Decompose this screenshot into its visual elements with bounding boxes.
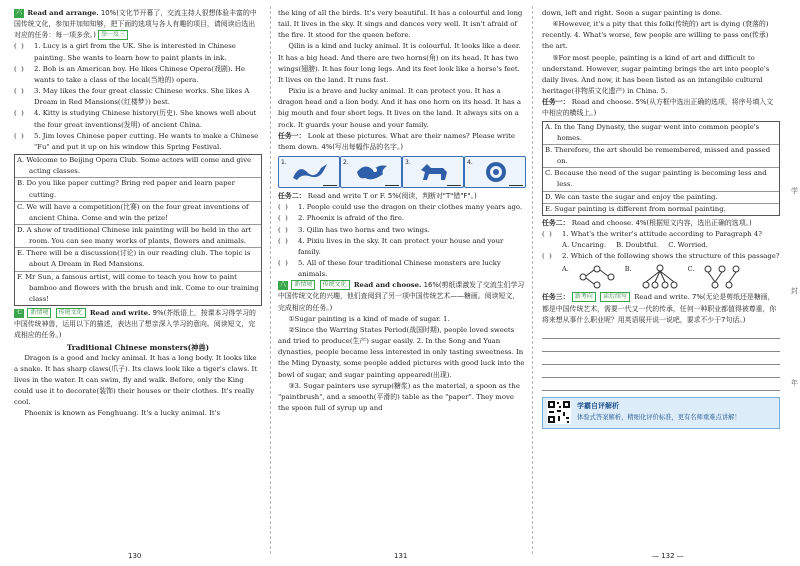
option-item: D. A show of traditional Chinese ink painting will be held in the art room. You can see many works of plants, flowers and animals.	[15, 225, 261, 248]
passage-paragraph: down, left and right. Soon a sugar painting is done.	[542, 9, 723, 17]
monster-pictures	[278, 156, 526, 188]
page-number: 130	[128, 552, 142, 560]
page-number: 131	[394, 552, 408, 560]
arrange-questions	[14, 41, 262, 153]
question-text: 2. Phoenix is afraid of the fire.	[298, 214, 405, 223]
question-text: 4. Kitty is studying Chinese history(历史). She knows well about the four great inventions(发明) of ancient China.	[34, 109, 257, 129]
picture-4	[464, 156, 526, 188]
mc-question-1	[542, 229, 780, 240]
picture-number: 1.	[281, 159, 287, 167]
section-instruction: 10%(文化节开幕了，交流主持人很想体验丰富的中国传统文化，参加并加知知够，把下面的选项与各人有趣的项目，请阅读后选出对应的任务：每一项多余。)	[14, 9, 257, 40]
new-direction-badge: 新考向	[572, 292, 596, 302]
story-title: Traditional Chinese monsters(神兽)	[66, 342, 210, 352]
section-7-header	[14, 308, 262, 341]
task-2-header	[278, 191, 526, 202]
tf-question	[278, 258, 526, 280]
task-score: 5%(阅读，判断对"T"错"F"。)	[387, 192, 477, 201]
answer-bracket[interactable]: ( )	[14, 109, 24, 118]
option-item: E. Sugar painting is different from normal painting.	[545, 204, 726, 213]
question-text: 5. All of these four traditional Chinese monsters are lucky animals.	[298, 258, 501, 279]
story-paragraph: Phoenix is known as Fenghuang. It's a lucky animal. It's	[24, 409, 221, 418]
question-text: 3. Qilin has two horns and two wings.	[298, 225, 430, 234]
writing-line[interactable]	[542, 352, 780, 365]
answer-bracket[interactable]: ( )	[542, 252, 552, 261]
task-label: 任务二：	[542, 218, 570, 227]
question-text: 1. Lucy is a girl from the UK. She is interested in Chinese painting. She wants to learn how to paint plants in ink.	[34, 42, 236, 62]
writing-line[interactable]	[542, 339, 780, 352]
binding-mark: 年	[791, 379, 798, 387]
option-item: E. There will be a discussion(讨论) in our reading club. The topic is about A Dream in Red Mansions.	[15, 248, 261, 271]
question-text: 3. May likes the four great classic Chinese works. She likes A Dream in Red Mansions(《红楼梦》) best.	[34, 87, 250, 107]
task-1-header	[542, 97, 780, 119]
paragraph-text: Sugar painting is a kind of made of sugar. 1.	[294, 314, 450, 323]
task-3-header	[542, 292, 780, 325]
question-text: 5. Jim loves Chinese paper cutting. He wants to make a Chinese "Fu" and put it up on his window this Spring Festival.	[34, 131, 259, 151]
paragraph-number: ②	[288, 325, 295, 334]
arrange-question	[14, 108, 262, 130]
page1-content	[14, 8, 262, 420]
binding-mark: 封	[791, 287, 798, 295]
mc-question-2	[542, 251, 780, 262]
option-item: C. Because the need of the sugar painting is becoming less and less.	[543, 168, 779, 191]
passage-paragraph: ⑤For most people, painting is a kind of art and difficult to understand. However, sugar painting brings the art into people's daily lives. And now, it has been listed as an intangible cultural heritage(非物质文化遗产) in China. 5.	[542, 53, 770, 96]
task-2-header	[542, 218, 780, 229]
passage-paragraph	[278, 314, 526, 325]
sugar-painting-passage	[278, 314, 526, 414]
question-text: 2. Which of the following shows the structure of this passage?	[562, 252, 780, 261]
structure-diagram-a	[577, 264, 617, 290]
answer-bracket[interactable]: ( )	[278, 236, 288, 245]
task-score: 5%(从方框中选出正确的选项，将序号填入文中相应的横线上。)	[542, 98, 774, 118]
writing-line[interactable]	[542, 326, 780, 339]
binding-mark: 学	[791, 187, 798, 195]
option-a[interactable]: A.	[562, 265, 569, 274]
tf-question	[278, 213, 526, 224]
writing-line[interactable]	[542, 378, 780, 391]
arrange-question	[14, 41, 262, 63]
continuation-badge: 读后续写	[600, 292, 630, 302]
structure-diagram-c	[702, 264, 742, 290]
task-label: 任务二：	[278, 192, 306, 201]
option-item: F. Mr Sun, a famous artist, will come to teach you how to paint bamboo and flowers with the brush and ink. Come to our training class!	[17, 272, 259, 303]
structure-diagrams	[542, 264, 780, 290]
picture-2	[340, 156, 402, 188]
task-score: 4%(写出每幅作品的名字。)	[321, 142, 404, 151]
task-text: Read and write T or F.	[307, 192, 386, 201]
page-132	[532, 0, 800, 566]
writing-area[interactable]	[542, 326, 780, 391]
tf-question	[278, 225, 526, 236]
answer-bracket[interactable]: ( )	[14, 87, 24, 96]
answer-bracket[interactable]: ( )	[278, 258, 288, 267]
task-1-header	[278, 131, 526, 153]
arrange-question	[14, 131, 262, 153]
answer-line[interactable]	[447, 185, 461, 186]
task-label: 任务一：	[542, 98, 570, 107]
passage-paragraph	[278, 381, 526, 414]
task-text: Look at these pictures. What are their names? Please write them down.	[278, 131, 516, 151]
task-label: 任务一：	[278, 131, 306, 140]
question-text: 2. Bob is an American boy. He likes Chinese Opera(戏剧). He wants to take a class of the local(当地的) opera.	[34, 64, 245, 84]
section-number: 八	[280, 281, 287, 289]
answer-line[interactable]	[385, 185, 399, 186]
task-score: 4%(根据短文内容，选出正确的选项。)	[635, 218, 752, 227]
question-text: 1. What's the writer's attitude according to Paragraph 4?	[562, 229, 762, 238]
option-b[interactable]: B. Doubtful.	[616, 241, 659, 250]
context-badge: 新情境	[27, 308, 51, 318]
dragon-icon	[291, 160, 329, 184]
context-badge: 新情境	[291, 280, 315, 290]
arrange-question	[14, 64, 262, 86]
writing-line[interactable]	[542, 365, 780, 378]
pixiu-icon	[477, 160, 515, 184]
passage-paragraph: ④However, it's a pity that this folk(传统的) art is dying (衰落的) recently. 4. What's worse, few people are willing to pass on(传承) the art.	[542, 20, 769, 51]
option-c[interactable]: C. Worried.	[668, 241, 708, 250]
passage-paragraph	[278, 325, 526, 381]
answer-line[interactable]	[509, 185, 523, 186]
option-item: A. Welcome to Beijing Opera Club. Some actors will come and give acting classes.	[15, 155, 261, 178]
task-label: 任务三：	[542, 293, 570, 302]
page-130	[0, 0, 270, 566]
story-paragraph: Pixiu is a brave and lucky animal. It can protect you. It has a dragon head and a lion body. And it has one horn on its head. It has a big mouth and four short legs. It lives on the land. It always sits on a rock. It guards your house and your family.	[278, 87, 521, 129]
culture-badge: 传统文化	[56, 308, 86, 318]
answer-line[interactable]	[323, 185, 337, 186]
task-text: Read and choose.	[571, 98, 634, 107]
paragraph-text: 3. Sugar painters use syrup(糖浆) as the material, a spoon as the "paintbrush", and a smooth(平滑的) table as the "paper". They move the spoon full of syrup up and	[278, 381, 520, 412]
mc-options	[542, 240, 780, 251]
task-text: Read and write.	[634, 293, 690, 302]
picture-3	[402, 156, 464, 188]
true-false-questions	[278, 202, 526, 280]
qilin-icon	[415, 160, 453, 184]
banner-text: 体验式答案解析，精细化评价标准，更有名师重难点讲解！	[577, 413, 741, 421]
picture-number: 2.	[343, 159, 349, 167]
task-score: 7%(无论是剪纸还是糖画，都是中国传统艺术，需要一代又一代的传承，任何一种职业都值得被尊重，你将来想从事什么职业呢？用英语展开说一说吧，要求不少于7句话。)	[542, 293, 777, 324]
question-text: 4. Pixiu lives in the sky. It can protect your house and your family.	[298, 236, 504, 256]
option-item: C. We will have a competition(比赛) on the four great inventions of ancient China. Come and win the prize!	[15, 202, 261, 225]
story-paragraph: Dragon is a good and lucky animal. It has a long body. It looks like a snake. It has sharp claws(爪子). Its claws look like a tiger's claws. It lives in the water. It can swim, fly and walk. Before, only the King could use it to decorate(装饰) their houses or their clothes. It's really cool.	[14, 353, 257, 407]
answer-bracket[interactable]: ( )	[278, 214, 288, 223]
section-title: Read and arrange.	[27, 9, 99, 17]
section-number: 六	[16, 9, 23, 16]
tf-question	[278, 202, 526, 213]
answer-bracket[interactable]: ( )	[278, 203, 288, 212]
section-instruction: 9%(芥纸语上，按课本习得学习的中国传统神兽，运用以下的描述，表达出了想亲深入学习的意向。阅读短文，完成相应的任务。)	[14, 309, 256, 340]
section-title: Read and write.	[89, 309, 151, 318]
option-item: B. Therefore, the art should be remembered, missed and passed on.	[543, 145, 779, 168]
option-item: D. We can taste the sugar and enjoy the painting.	[543, 192, 779, 204]
option-item: B. Do you like paper cutting? Bring red paper and learn paper cutting.	[15, 178, 261, 201]
arrange-question	[14, 86, 262, 108]
page3-content	[542, 8, 780, 429]
answer-bracket[interactable]: ( )	[14, 64, 24, 73]
option-a[interactable]: A. Uncaring.	[562, 241, 607, 250]
task-text: Read and choose.	[571, 218, 634, 227]
hint-badge: 举一反三	[98, 30, 128, 40]
culture-badge: 传统文化	[320, 280, 350, 290]
arrange-options-box	[14, 154, 262, 306]
banner-title: 学霸自评解析	[577, 401, 619, 410]
picture-number: 4.	[467, 159, 473, 167]
paragraph-number: ①	[288, 314, 295, 323]
phoenix-icon	[353, 160, 391, 184]
section-title: Read and choose.	[353, 281, 422, 290]
section-8-header	[278, 280, 526, 313]
page2-content	[278, 8, 526, 414]
story-paragraph: the king of all the birds. It's very beautiful. It has a colourful and long tail. It lives in the sky. It sings and dances very well. It isn't afraid of the fire. It stood for the queen before.	[278, 9, 523, 40]
section-number: 七	[16, 309, 23, 317]
paragraph-number: ③	[288, 381, 295, 390]
question-text: 1. People could use the dragon on their clothes many years ago.	[298, 203, 523, 212]
story-paragraph: Qilin is a kind and lucky animal. It is colourful. It looks like a deer. It has a big head. And there are two horns(角) on its head. It has two wings(翅膀). It has four long legs. And its feet look like a horse's feet. It lives on the land. It runs fast.	[278, 42, 521, 84]
answer-bracket[interactable]: ( )	[278, 225, 288, 234]
option-b[interactable]: B.	[624, 265, 632, 274]
page-number: — 132 —	[652, 552, 684, 560]
page-131	[270, 0, 532, 566]
tf-question	[278, 236, 526, 258]
paragraph-text: Since the Warring States Period(战国时期), people loved sweets and tried to produce(生产) sugar easily. 2. In the Song and Yuan dynasties, people became less interested in only tasting sweetness. In the Ming Dynasty, some people added pictures with good luck into the bowl of sugar, and sugar painting appeared(出现).	[278, 325, 525, 379]
sentence-options-box	[542, 121, 780, 216]
section-instruction: 16%(剪纸课激发了交流生们学习中国传统文化的兴趣，他们查阅到了另一项中国传统艺术——糖画。阅读短文，完成相应的任务。)	[278, 281, 525, 312]
answer-bracket[interactable]: ( )	[14, 131, 24, 140]
self-assessment-banner[interactable]	[542, 397, 780, 429]
picture-1	[278, 156, 340, 188]
picture-number: 3.	[405, 159, 411, 167]
qr-code-icon[interactable]	[547, 400, 571, 424]
section-6-header	[14, 8, 262, 41]
structure-diagram-b	[640, 264, 680, 290]
answer-bracket[interactable]: ( )	[542, 229, 552, 238]
option-c[interactable]: C.	[687, 265, 695, 274]
answer-bracket[interactable]: ( )	[14, 42, 24, 51]
option-item: A. In the Tang Dynasty, the sugar went into common people's homes.	[543, 122, 779, 145]
